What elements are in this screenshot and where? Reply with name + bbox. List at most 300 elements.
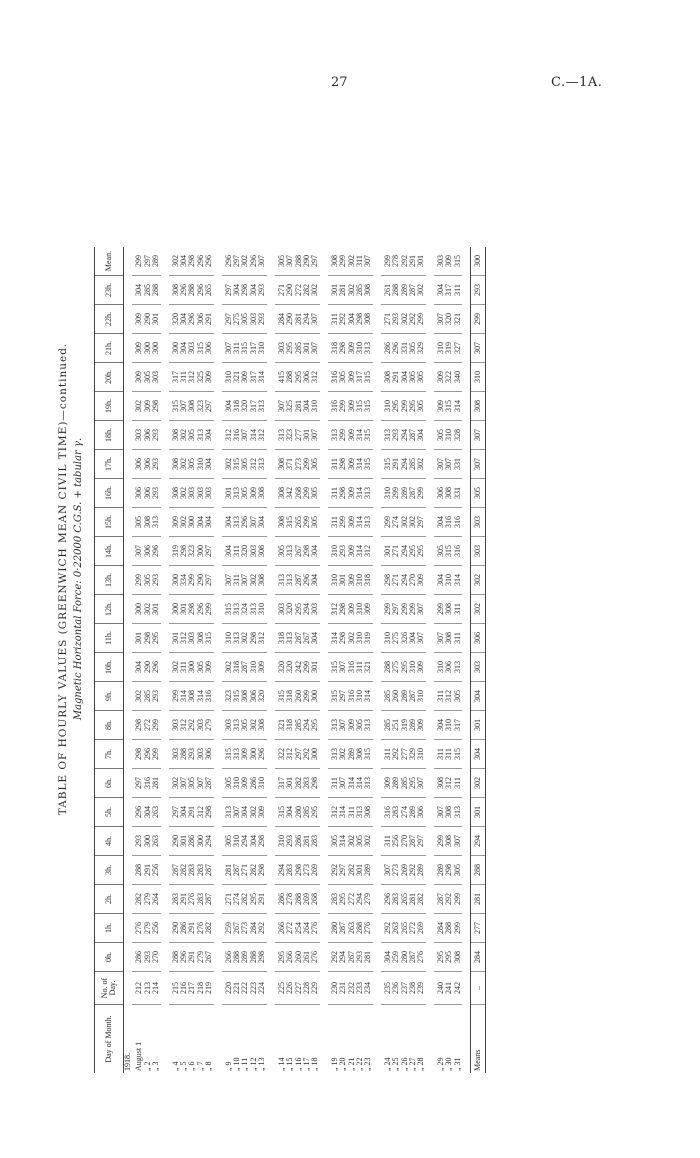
value-cell: 313 [381, 421, 392, 450]
column-header: 19h. [95, 392, 124, 421]
day-cell: „ 24 [382, 1057, 392, 1071]
value-cell: 313 [286, 537, 294, 566]
value-cell: 304 [205, 421, 213, 450]
value-cell: 314 [356, 479, 364, 508]
value-cell: 305 [222, 827, 233, 856]
day-cell: „ 28 [416, 1057, 426, 1071]
value-cell: 308 [275, 479, 286, 508]
day-number-cell: 228 [303, 972, 311, 1005]
value-cell: 287 [205, 769, 213, 798]
day-number-cell: 232 [348, 972, 356, 1005]
table-row [205, 247, 213, 1073]
value-cell: 289 [152, 247, 160, 276]
value-cell: 371 [286, 450, 294, 479]
value-cell: 313 [364, 711, 372, 740]
value-cell: 277 [295, 421, 303, 450]
value-cell: 313 [454, 653, 462, 682]
value-cell: 305 [454, 682, 462, 711]
value-cell: 256 [152, 914, 160, 943]
value-cell: 334 [180, 566, 188, 595]
value-cell: 303 [188, 479, 196, 508]
day-number-cell: 226 [286, 972, 294, 1005]
value-cell: 273 [295, 450, 303, 479]
value-cell: 289 [434, 856, 445, 885]
value-cell: 301 [180, 827, 188, 856]
value-cell: 312 [328, 798, 339, 827]
value-cell: 299 [152, 711, 160, 740]
value-cell: 309 [241, 363, 249, 392]
value-cell: 311 [454, 624, 462, 653]
value-cell: 299 [409, 595, 417, 624]
value-cell: 298 [180, 537, 188, 566]
value-cell: 285 [303, 798, 311, 827]
value-cell: 329 [417, 334, 425, 363]
value-cell: 301 [303, 421, 311, 450]
value-cell: 303 [275, 595, 286, 624]
value-cell: 303 [169, 740, 180, 769]
value-cell: 310 [328, 537, 339, 566]
value-cell: 285 [144, 276, 152, 305]
day-number-cell: 227 [295, 972, 303, 1005]
value-cell: 283 [392, 798, 400, 827]
value-cell: 284 [275, 305, 286, 334]
value-cell: 308 [144, 508, 152, 537]
value-cell: 292 [303, 740, 311, 769]
value-cell: 299 [339, 247, 347, 276]
day-cell: „ 17 [301, 1057, 311, 1071]
column-header: 11h. [95, 624, 124, 653]
column-header: 0h. [95, 943, 124, 972]
value-cell: 306 [250, 682, 258, 711]
value-cell: 302 [250, 566, 258, 595]
value-cell: 304 [471, 740, 486, 769]
value-cell: 305 [409, 363, 417, 392]
value-cell: 295 [392, 392, 400, 421]
value-cell: 309 [348, 479, 356, 508]
day-number-cell: 229 [311, 972, 319, 1005]
value-cell: 308 [381, 363, 392, 392]
value-cell: 297 [132, 769, 143, 798]
value-cell: 297 [339, 682, 347, 711]
value-cell: 271 [222, 885, 233, 914]
day-cell: „ 16 [293, 1057, 303, 1071]
value-cell: 301 [152, 305, 160, 334]
table-title: TABLE OF HOURLY VALUES (GREENWICH MEAN CIVIL TIME)—continued. [57, 342, 69, 816]
value-cell: 308 [434, 769, 445, 798]
column-header: 2h. [95, 885, 124, 914]
value-cell: 316 [445, 508, 453, 537]
value-cell: 306 [471, 624, 486, 653]
value-cell: 281 [364, 943, 372, 972]
value-cell: 287 [205, 885, 213, 914]
value-cell: 303 [275, 334, 286, 363]
value-cell: 305 [417, 392, 425, 421]
day-number-cell: 225 [275, 972, 286, 1005]
value-cell: 308 [364, 276, 372, 305]
day-cell: „ 21 [346, 1057, 356, 1071]
value-cell: 276 [311, 914, 319, 943]
value-cell: 296 [222, 247, 233, 276]
value-cell: 271 [392, 566, 400, 595]
value-cell: 281 [471, 885, 486, 914]
value-cell: 286 [188, 827, 196, 856]
value-cell: 260 [295, 943, 303, 972]
value-cell: 293 [471, 276, 486, 305]
value-cell: 293 [152, 566, 160, 595]
day-number-cell: 242 [454, 972, 462, 1005]
value-cell: 303 [222, 711, 233, 740]
column-header: 6h. [95, 769, 124, 798]
value-cell: 279 [144, 885, 152, 914]
value-cell: 256 [152, 856, 160, 885]
value-cell: 317 [169, 363, 180, 392]
value-cell: 321 [233, 363, 241, 392]
value-cell: 298 [339, 624, 347, 653]
value-cell: 295 [295, 363, 303, 392]
value-cell: 290 [286, 305, 294, 334]
value-cell: 307 [417, 769, 425, 798]
value-cell: 308 [445, 624, 453, 653]
value-cell: 304 [434, 508, 445, 537]
value-cell: 291 [188, 914, 196, 943]
day-cell: „ 22 [354, 1057, 364, 1071]
day-number-cell: 240 [434, 972, 445, 1005]
value-cell: 276 [311, 943, 319, 972]
value-cell: 304 [132, 653, 143, 682]
value-cell: 273 [241, 914, 249, 943]
spacer-cell [267, 247, 275, 1073]
value-cell: 296 [392, 334, 400, 363]
value-cell: 301 [303, 334, 311, 363]
value-cell: 307 [250, 508, 258, 537]
value-cell: 319 [169, 537, 180, 566]
value-cell: 309 [348, 508, 356, 537]
value-cell: 324 [241, 595, 249, 624]
value-cell: 315 [454, 740, 462, 769]
value-cell: 276 [364, 914, 372, 943]
value-cell: 305 [275, 247, 286, 276]
value-cell: 307 [311, 305, 319, 334]
value-cell: 304 [222, 537, 233, 566]
value-cell: 302 [348, 276, 356, 305]
value-cell: 292 [401, 247, 409, 276]
value-cell: 312 [250, 450, 258, 479]
value-cell: 273 [303, 856, 311, 885]
value-cell: 269 [303, 885, 311, 914]
value-cell: 305 [328, 827, 339, 856]
value-cell: 287 [409, 943, 417, 972]
value-cell: 317 [250, 392, 258, 421]
value-cell: 314 [454, 392, 462, 421]
value-cell: 304 [132, 276, 143, 305]
value-cell: 313 [233, 508, 241, 537]
value-cell: 283 [169, 885, 180, 914]
value-cell: 304 [180, 247, 188, 276]
value-cell: 303 [197, 711, 205, 740]
value-cell: 307 [241, 566, 249, 595]
value-cell: 310 [445, 711, 453, 740]
value-cell: 307 [339, 653, 347, 682]
spacer-cell [214, 247, 222, 1073]
value-cell: 340 [454, 363, 462, 392]
value-cell: 307 [434, 798, 445, 827]
value-cell: 311 [328, 769, 339, 798]
value-cell: 300 [197, 827, 205, 856]
value-cell: 311 [233, 537, 241, 566]
value-cell: 306 [205, 334, 213, 363]
value-cell: 315 [205, 624, 213, 653]
day-cell: „ 11 [240, 1057, 250, 1071]
day-cell: „ 4 [170, 1061, 180, 1071]
column-header: 10h. [95, 653, 124, 682]
value-cell: 308 [454, 943, 462, 972]
value-cell: 313 [233, 595, 241, 624]
value-cell: 321 [454, 305, 462, 334]
value-cell: 307 [132, 537, 143, 566]
value-cell: 311 [356, 653, 364, 682]
value-cell: 312 [222, 421, 233, 450]
value-cell: 286 [275, 885, 286, 914]
value-cell: 300 [169, 334, 180, 363]
value-cell: 307 [258, 247, 266, 276]
value-cell: 312 [188, 363, 196, 392]
value-cell: 310 [222, 363, 233, 392]
value-cell: 297 [222, 305, 233, 334]
day-number-cell: 231 [339, 972, 347, 1005]
value-cell: 281 [152, 769, 160, 798]
value-cell: 254 [295, 914, 303, 943]
value-cell: 284 [434, 914, 445, 943]
value-cell: 293 [258, 305, 266, 334]
value-cell: 301 [417, 247, 425, 276]
value-cell: 305 [132, 508, 143, 537]
value-cell: 285 [401, 769, 409, 798]
value-cell: 279 [364, 885, 372, 914]
group-spacer [267, 247, 275, 1073]
value-cell: 315 [241, 334, 249, 363]
value-cell: 300 [311, 740, 319, 769]
table-row [454, 247, 462, 1073]
value-cell: 291 [409, 247, 417, 276]
value-cell: 305 [356, 711, 364, 740]
value-cell: 306 [417, 798, 425, 827]
value-cell: 297 [295, 740, 303, 769]
value-cell: 302 [401, 305, 409, 334]
value-cell: 307 [222, 334, 233, 363]
value-cell: 307 [339, 711, 347, 740]
value-cell: 281 [339, 276, 347, 305]
value-cell: 315 [445, 537, 453, 566]
value-cell: 284 [250, 914, 258, 943]
value-cell: 314 [339, 798, 347, 827]
value-cell: 315 [233, 450, 241, 479]
value-cell: 304 [222, 508, 233, 537]
value-cell: 313 [250, 595, 258, 624]
value-cell: 307 [417, 624, 425, 653]
value-cell: 311 [180, 363, 188, 392]
value-cell: 310 [381, 624, 392, 653]
day-cell: „ 12 [248, 1057, 258, 1071]
value-cell: 259 [222, 914, 233, 943]
value-cell: 299 [303, 682, 311, 711]
value-cell: 298 [445, 856, 453, 885]
value-cell: 289 [401, 682, 409, 711]
value-cell: 310 [417, 682, 425, 711]
value-cell: 307 [471, 450, 486, 479]
value-cell: 307 [241, 421, 249, 450]
value-cell: 287 [241, 653, 249, 682]
value-cell: 313 [286, 624, 294, 653]
value-cell: 299 [392, 479, 400, 508]
value-cell: 309 [144, 392, 152, 421]
value-cell: 313 [328, 421, 339, 450]
value-cell: 320 [286, 595, 294, 624]
value-cell: 315 [364, 421, 372, 450]
day-cell: „ 15 [285, 1057, 295, 1071]
value-cell: 282 [241, 885, 249, 914]
value-cell: 299 [454, 914, 462, 943]
value-cell: 270 [409, 566, 417, 595]
value-cell: 280 [295, 798, 303, 827]
day-cell: „ 18 [310, 1057, 320, 1071]
column-header: 16h. [95, 479, 124, 508]
means-row [471, 247, 486, 1073]
value-cell: 287 [169, 856, 180, 885]
value-cell: 292 [392, 740, 400, 769]
value-cell: 294 [401, 537, 409, 566]
value-cell: 304 [434, 711, 445, 740]
value-cell: 307 [434, 305, 445, 334]
value-cell: 281 [409, 885, 417, 914]
rotated-table-block [50, 79, 650, 1079]
value-cell: 296 [180, 276, 188, 305]
value-cell: 304 [205, 508, 213, 537]
value-cell: 312 [445, 682, 453, 711]
value-cell: 326 [401, 624, 409, 653]
value-cell: 304 [311, 537, 319, 566]
value-cell: 290 [286, 276, 294, 305]
day-number-cell: 214 [152, 972, 160, 1005]
value-cell: 309 [434, 363, 445, 392]
value-cell: 301 [311, 653, 319, 682]
value-cell: 311 [328, 305, 339, 334]
value-cell: 309 [348, 537, 356, 566]
value-cell: 296 [132, 798, 143, 827]
value-cell: 302 [250, 711, 258, 740]
value-cell: 296 [303, 566, 311, 595]
day-number-cell: 218 [197, 972, 205, 1005]
value-cell: 309 [169, 508, 180, 537]
value-cell: 302 [471, 595, 486, 624]
value-cell: 313 [328, 711, 339, 740]
value-cell: 311 [328, 450, 339, 479]
value-cell: 291 [188, 798, 196, 827]
value-cell: 304 [401, 363, 409, 392]
value-cell: 308 [445, 798, 453, 827]
day-number-cell: 241 [445, 972, 453, 1005]
value-cell: 305 [188, 421, 196, 450]
value-cell: 269 [417, 914, 425, 943]
value-cell: 305 [144, 363, 152, 392]
value-cell: 314 [258, 363, 266, 392]
value-cell: 314 [250, 421, 258, 450]
value-cell: 291 [180, 885, 188, 914]
value-cell: 302 [311, 276, 319, 305]
value-cell: 296 [258, 740, 266, 769]
value-cell: 291 [205, 305, 213, 334]
day-number-cell: 212 [132, 972, 143, 1005]
day-number-cell: 230 [328, 972, 339, 1005]
column-header: 23h. [95, 276, 124, 305]
value-cell: 301 [180, 595, 188, 624]
value-cell: 313 [222, 798, 233, 827]
value-cell: 301 [152, 595, 160, 624]
value-cell: 285 [409, 450, 417, 479]
value-cell: 311 [454, 769, 462, 798]
year-row [124, 247, 133, 1073]
value-cell: 269 [401, 856, 409, 885]
value-cell: 298 [295, 856, 303, 885]
value-cell: 316 [328, 392, 339, 421]
value-cell: 283 [303, 769, 311, 798]
column-header: 5h. [95, 798, 124, 827]
year-label: 1918. [123, 1053, 132, 1071]
value-cell: 317 [250, 363, 258, 392]
value-cell: 295 [339, 885, 347, 914]
column-header: 18h. [95, 421, 124, 450]
value-cell: 305 [311, 450, 319, 479]
value-cell: 308 [258, 479, 266, 508]
value-cell: 293 [392, 305, 400, 334]
value-cell: 298 [339, 479, 347, 508]
value-cell: 281 [295, 305, 303, 334]
day-cell: „ 3 [151, 1061, 161, 1071]
value-cell: 272 [409, 914, 417, 943]
value-cell: 323 [197, 392, 205, 421]
value-cell: 307 [417, 595, 425, 624]
value-cell: 302 [417, 450, 425, 479]
value-cell: 310 [356, 595, 364, 624]
value-cell: 310 [250, 653, 258, 682]
value-cell: 302 [339, 740, 347, 769]
value-cell: 296 [197, 276, 205, 305]
value-cell: 315 [197, 334, 205, 363]
value-cell: 256 [392, 827, 400, 856]
value-cell: 295 [295, 595, 303, 624]
value-cell: 299 [417, 479, 425, 508]
day-number-cell: 233 [356, 972, 364, 1005]
value-cell: 306 [303, 363, 311, 392]
group-spacer [161, 247, 169, 1073]
value-cell: 296 [381, 885, 392, 914]
value-cell: 295 [275, 943, 286, 972]
value-cell: 263 [152, 798, 160, 827]
value-cell: 292 [328, 856, 339, 885]
day-cell: „ 27 [407, 1057, 417, 1071]
value-cell: 295 [311, 711, 319, 740]
value-cell: 304 [222, 392, 233, 421]
day-cell: „ 13 [257, 1057, 267, 1071]
value-cell: 302 [409, 508, 417, 537]
value-cell: 289 [409, 798, 417, 827]
value-cell: 291 [144, 856, 152, 885]
value-cell: 277 [471, 914, 486, 943]
value-cell: 314 [364, 682, 372, 711]
value-cell: 308 [188, 392, 196, 421]
value-cell: 301 [471, 798, 486, 827]
value-cell: 304 [311, 566, 319, 595]
value-cell: 266 [222, 943, 233, 972]
